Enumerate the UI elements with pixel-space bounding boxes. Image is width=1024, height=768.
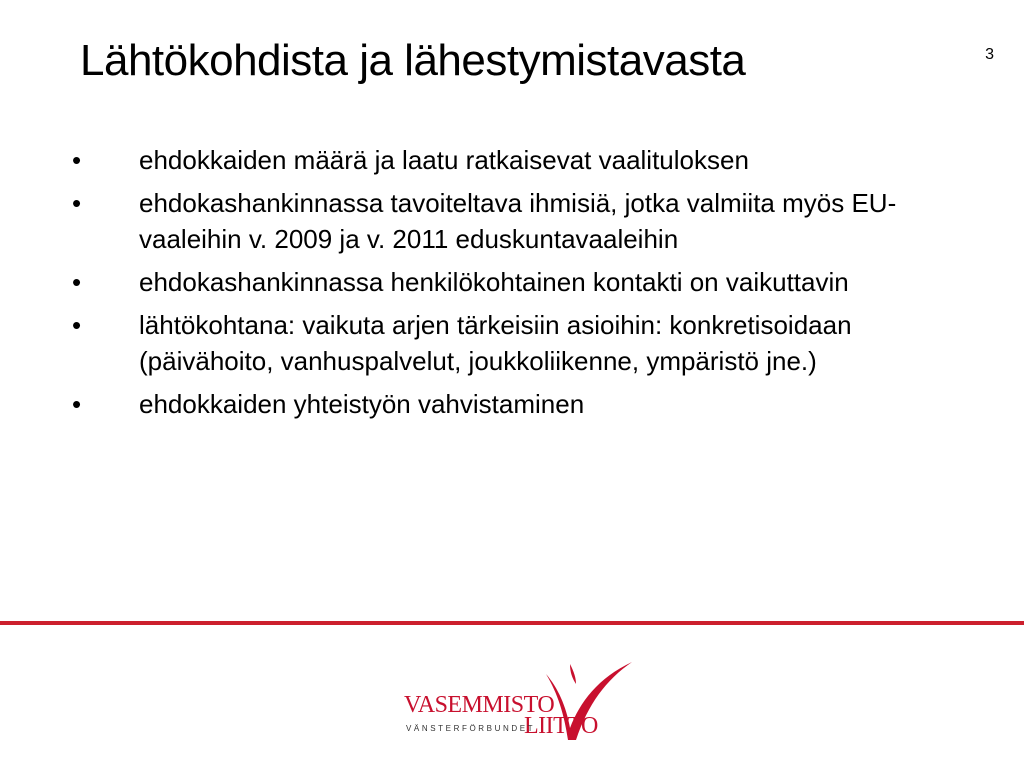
bullet-dot: • <box>72 310 82 340</box>
logo-tagline: VÄNSTERFÖRBUNDET <box>406 724 536 733</box>
bullet-item <box>72 307 972 379</box>
bullet-text: ehdokkaiden yhteistyön vahvistaminen <box>139 389 585 419</box>
page-number: 3 <box>985 46 994 63</box>
bullet-item <box>72 142 972 178</box>
bullet-item <box>72 264 972 300</box>
bullet-text: lähtökohtana: vaikuta arjen tärkeisiin asioihin: konkretisoidaan (päivähoito, vanhuspalvelut, joukkoliikenne, ympäristö jne.) <box>139 310 852 376</box>
bullet-dot: • <box>72 145 82 175</box>
bullet-text: ehdokashankinnassa henkilökohtainen kontakti on vaikuttavin <box>139 267 849 297</box>
bullet-list <box>72 142 972 429</box>
logo-text-top: VASEMMISTO <box>404 692 555 718</box>
slide-title: Lähtökohdista ja lähestymistavasta <box>80 36 746 85</box>
vasemmistoliitto-logo <box>396 654 636 746</box>
bullet-item <box>72 185 972 257</box>
bullet-text: ehdokkaiden määrä ja laatu ratkaisevat vaalituloksen <box>139 145 749 175</box>
bullet-text: ehdokashankinnassa tavoiteltava ihmisiä, jotka valmiita myös EU-vaaleihin v. 2009 ja v. 2011 eduskuntavaaleihin <box>139 188 897 254</box>
bullet-dot: • <box>72 188 82 218</box>
footer-divider <box>0 621 1024 625</box>
bullet-item <box>72 386 972 422</box>
logo-text-bottom: LIITTO <box>524 713 598 739</box>
bullet-dot: • <box>72 389 82 419</box>
bullet-dot: • <box>72 267 82 297</box>
